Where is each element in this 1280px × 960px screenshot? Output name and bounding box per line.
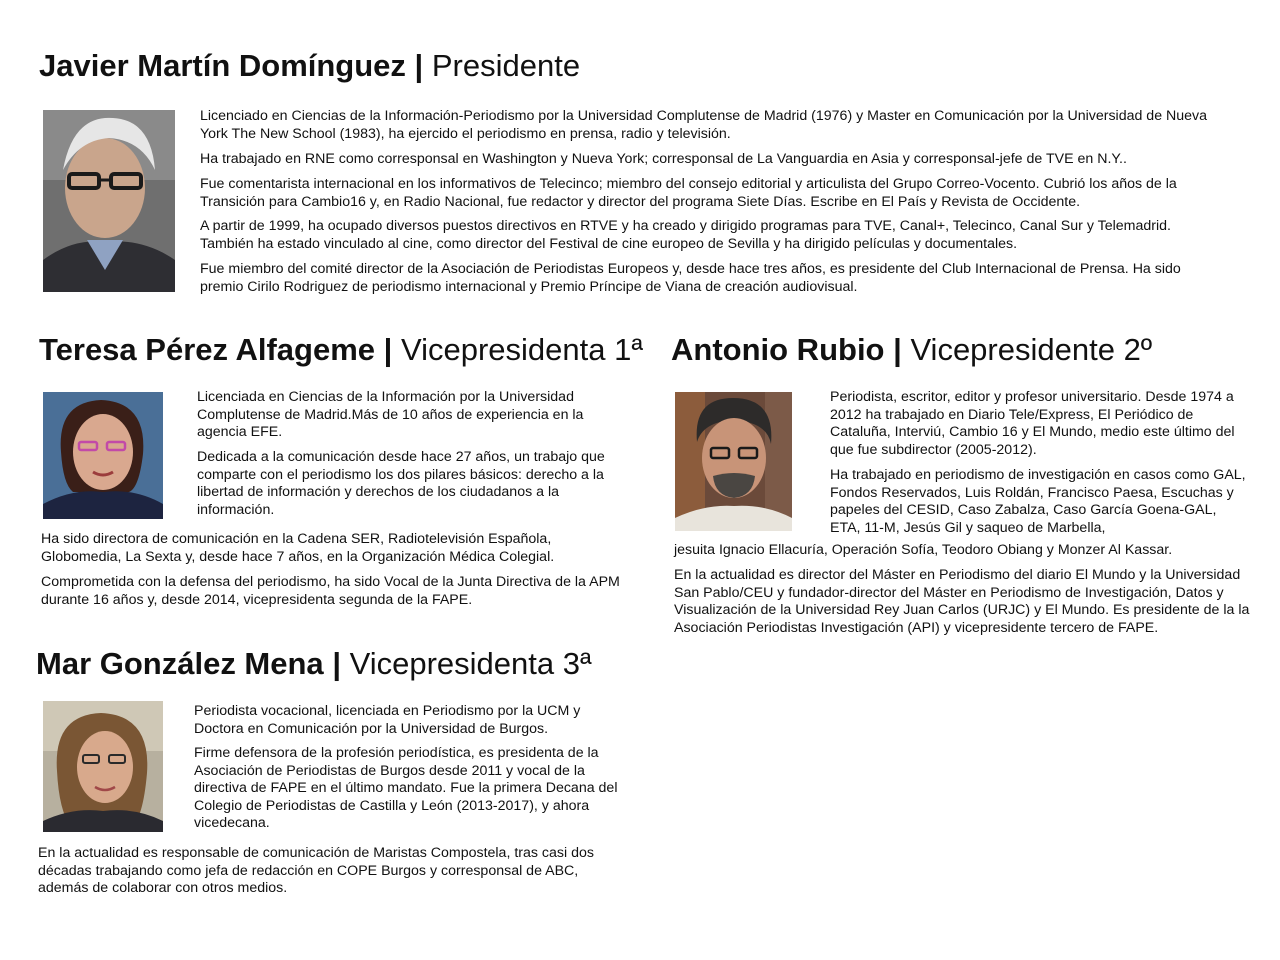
bio-paragraph: A partir de 1999, ha ocupado diversos puestos directivos en RTVE y ha creado y dirigido programas para TVE, Canal+, Telecinco, Canal Sur y Telemadrid. También ha estado vinculado al cine, como director del Festival de cine europeo de Sevilla y ha dirigido películas y documentales.	[200, 218, 1171, 252]
portrait-photo	[43, 110, 175, 292]
portrait-photo	[43, 392, 163, 519]
bio-paragraph: Ha trabajado en RNE como corresponsal en Washington y Nueva York; corresponsal de La Vanguardia en Asia y corresponsal-jefe de TVE en N.Y..	[200, 151, 1127, 167]
heading-separator: |	[332, 646, 341, 681]
bio-paragraph: Licenciado en Ciencias de la Información-Periodismo por la Universidad Complutense de Madrid (1976) y Master en Comunicación por la Universidad de Nueva York The New School (1983), ha ejercido el periodismo en prensa, radio y televisión.	[200, 108, 1208, 142]
bio-paragraph: Ha sido directora de comunicación en la Cadena SER, Radiotelevisión Española, Globomedia, La Sexta y, desde hace 7 años, en la Organización Médica Colegial.	[41, 531, 555, 565]
bio-paragraph: Ha trabajado en periodismo de investigación en casos como GAL, Fondos Reservados, Luis Roldán, Francisco Paesa, Escuchas y papeles del CESID, Caso Zabalza, Caso García Goena-GAL, ETA, 11-M, Jesús Gil y saqueo de Marbella,	[830, 467, 1246, 536]
profile-name: Javier Martín Domínguez	[39, 48, 406, 83]
profile-name: Teresa Pérez Alfageme	[39, 332, 376, 367]
profile-heading	[36, 646, 591, 682]
bio-paragraph: En la actualidad es director del Máster en Periodismo del diario El Mundo y la Universidad San Pablo/CEU y fundador-director del Máster en Periodismo de Investigación, Datos y Visualización de la Universidad Rey Juan Carlos (URJC) y El Mundo. Es presidente de la la Asociación Periodistas Investigación (API) y vicepresidente tercero de FAPE.	[674, 567, 1250, 636]
profile-role: Vicepresidente 2º	[910, 332, 1153, 367]
bio-paragraph: Periodista vocacional, licenciada en Periodismo por la UCM y Doctora en Comunicación por la Universidad de Burgos.	[194, 703, 581, 737]
profile-role: Vicepresidenta 3ª	[349, 646, 592, 681]
bio-paragraph: Firme defensora de la profesión periodística, es presidenta de la Asociación de Periodistas de Burgos desde 2011 y vocal de la directiva de FAPE en el último mandato. Fue la primera Decana del Colegio de Periodistas de Castilla y León (2013-2017), y ahora vicedecana.	[194, 745, 618, 832]
bio-paragraph: Fue comentarista internacional en los informativos de Telecinco; miembro del consejo editorial y articulista del Grupo Correo-Vocento. Cubrió los años de la Transición para Cambio16 y, en Radio Nacional, fue redactor y director del programa Siete Días. Escribe en El País y Revista de Occidente.	[200, 176, 1177, 210]
bio-paragraph: En la actualidad es responsable de comunicación de Maristas Compostela, tras casi dos décadas trabajando como jefa de redacción en COPE Burgos y corresponsal de ABC, además de colaborar con otros medios.	[38, 845, 594, 897]
bio-paragraph: Licenciada en Ciencias de la Información por la Universidad Complutense de Madrid.Más de 10 años de experiencia en la agencia EFE.	[197, 389, 584, 441]
heading-separator: |	[414, 48, 424, 83]
profile-heading	[671, 332, 1152, 368]
profile-heading	[39, 48, 580, 84]
portrait-photo	[675, 392, 792, 531]
profile-name: Antonio Rubio	[671, 332, 885, 367]
bio-paragraph: Fue miembro del comité director de la Asociación de Periodistas Europeos y, desde hace tres años, es presidente del Club Internacional de Prensa. Ha sido premio Cirilo Rodriguez de periodismo internacional y Premio Príncipe de Viana de creación audiovisual.	[200, 261, 1181, 295]
bio-paragraph: jesuita Ignacio Ellacuría, Operación Sofía, Teodoro Obiang y Monzer Al Kassar.	[674, 542, 1173, 558]
bio-paragraph: Periodista, escritor, editor y profesor universitario. Desde 1974 a 2012 ha trabajado en Diario Tele/Express, El Periódico de Cataluña, Interviú, Cambio 16 y El Mundo, medio este último del que fue subdirector (2005-2012).	[830, 389, 1235, 458]
heading-separator: |	[383, 332, 393, 367]
profile-heading	[39, 332, 643, 368]
bio-paragraph: Dedicada a la comunicación desde hace 27 años, un trabajo que comparte con el periodismo los dos pilares básicos: derecho a la libertad de información y derechos de los ciudadanos a la información.	[197, 449, 605, 518]
heading-separator: |	[893, 332, 902, 367]
profile-role: Presidente	[431, 48, 581, 83]
bio-paragraph: Comprometida con la defensa del periodismo, ha sido Vocal de la Junta Directiva de la APM durante 16 años y, desde 2014, vicepresidenta segunda de la FAPE.	[41, 574, 620, 608]
profile-name: Mar González Mena	[36, 646, 324, 681]
profile-role: Vicepresidenta 1ª	[400, 332, 643, 367]
portrait-photo	[43, 701, 163, 832]
